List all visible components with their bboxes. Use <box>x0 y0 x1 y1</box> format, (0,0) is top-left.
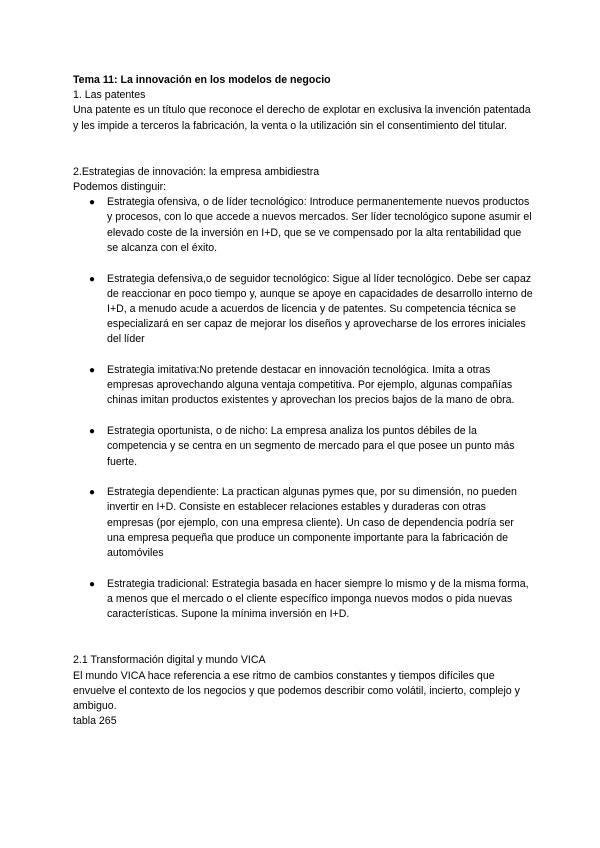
document-content <box>73 73 533 729</box>
table-reference-note: tabla 265 <box>73 715 117 728</box>
bullet-icon: ● <box>89 197 96 209</box>
section-heading-patentes: 1. Las patentes <box>73 89 146 102</box>
bullet-icon: ● <box>89 487 96 499</box>
document-title: Tema 11: La innovación en los modelos de negocio <box>73 74 331 86</box>
list-item <box>73 363 533 409</box>
section-heading-vica: 2.1 Transformación digital y mundo VICA <box>73 654 266 667</box>
bullet-icon: ● <box>89 426 96 438</box>
list-item <box>73 272 533 348</box>
spacer <box>73 622 533 653</box>
list-item-text: Estrategia defensiva,o de seguidor tecnológico: Sigue al líder tecnológico. Debe ser capaz de reaccionar en poco tiempo y, aunque se apoye en capacidades de desarrollo interno de I+D, a menudo acude a acuerdos de licencia y de patentes. Su competencia técnica se especializará en ser capaz de mejorar los diseños y aprovecharse de los errores iniciales del líder <box>107 272 533 346</box>
list-item-text: Estrategia tradicional: Estrategia basada en hacer siempre lo mismo y de la misma forma, a menos que el mercado o el cliente específico imponga nuevos modos o pida nuevas características. Supone la mínima inversión en I+D. <box>107 577 529 621</box>
spacer <box>73 134 533 165</box>
list-item <box>73 485 533 561</box>
list-item-text: Estrategia imitativa:No pretende destacar en innovación tecnológica. Imita a otras empresas aprovechando alguna ventaja competitiva. Por ejemplo, algunas compañías chinas imitan productos existentes y aprovechan los precios bajos de la mano de obra. <box>107 364 515 407</box>
list-item <box>73 424 533 470</box>
bullet-icon: ● <box>89 578 96 590</box>
bullet-icon: ● <box>89 365 96 377</box>
strategy-list <box>73 195 533 622</box>
list-item <box>73 577 533 623</box>
list-item-text: Estrategia oportunista, o de nicho: La empresa analiza los puntos débiles de la competencia y se centra en un segmento de mercado para el que posee un punto más fuerte. <box>107 425 515 468</box>
section-body-patentes: Una patente es un título que reconoce el derecho de explotar en exclusiva la invención patentada y les impide a terceros la fabricación, la venta o la utilización sin el consentimiento del titular. <box>73 104 531 132</box>
list-item <box>73 195 533 256</box>
section-heading-estrategias: 2.Estrategias de innovación: la empresa ambidiestra <box>73 165 320 178</box>
list-item-text: Estrategia dependiente: La practican algunas pymes que, por su dimensión, no pueden invertir en I+D. Consiste en establecer relaciones estables y duraderas con otras empresas (por ejemplo, con una empresa cliente). Un caso de dependencia podría ser una empresa pequeña que produce un componente importante para la fabricación de automóviles <box>107 486 517 560</box>
section-body-vica: El mundo VICA hace referencia a ese ritmo de cambios constantes y tiempos difíciles que envuelve el contexto de los negocios y que podemos describir como volátil, incierto, complejo y ambiguo. <box>73 669 520 712</box>
bullet-icon: ● <box>89 273 96 285</box>
section-intro-estrategias: Podemos distinguir: <box>73 181 167 194</box>
list-item-text: Estrategia ofensiva, o de líder tecnológico: Introduce permanentemente nuevos productos y procesos, con lo que accede a nuevos mercados. Ser líder tecnológico supone asumir el elevado coste de la inversión en I+D, que se ve compensado por la alta rentabilidad que se alcanza con el éxito. <box>107 196 532 254</box>
